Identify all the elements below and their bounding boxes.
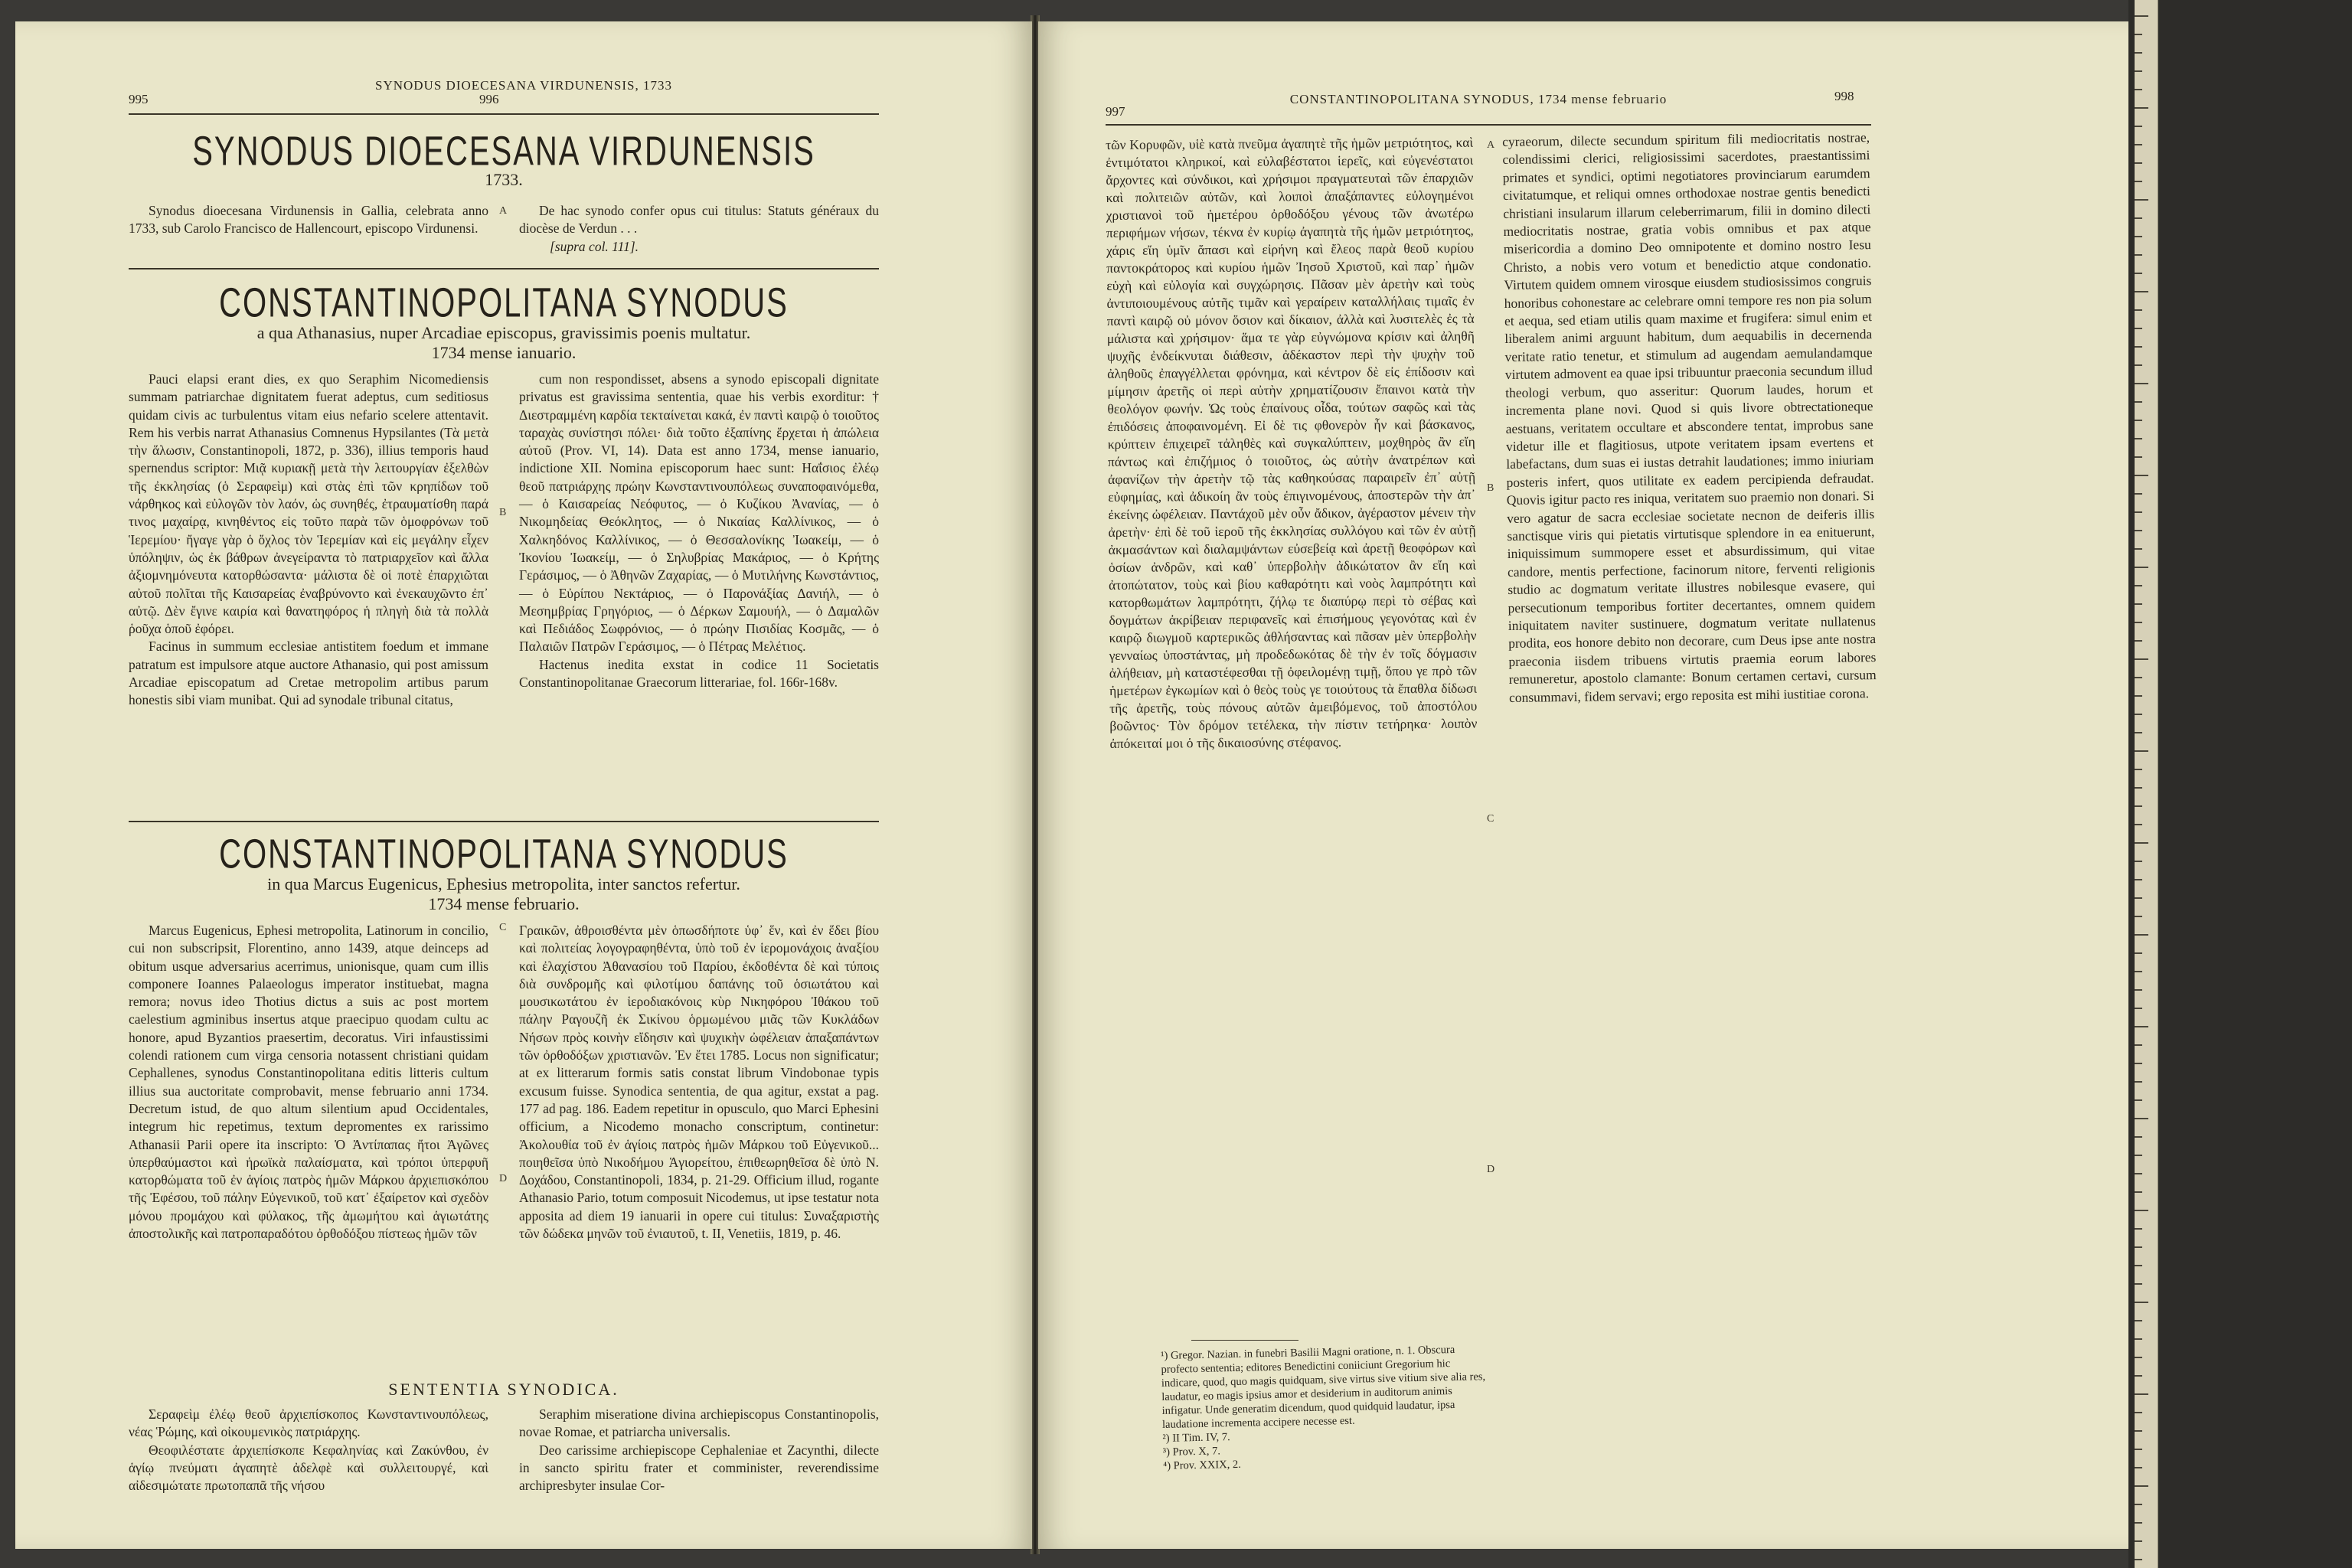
ruler-tick [2135, 162, 2142, 164]
ruler-tick [2135, 861, 2142, 862]
ruler-tick [2135, 897, 2142, 899]
ruler-tick [2135, 89, 2142, 90]
greek-column: Σεραφεὶμ ἐλέῳ θεοῦ ἀρχιεπίσκοπος Κωνσταντινουπόλεως, νέας Ῥώμης, καὶ οἰκουμενικὸς πατριάρχης. Θεοφιλέστατε ἀρχιεπίσκοπε Κεφαληνίας καὶ Ζακύνθου, ἐν ἁγίῳ πνεύματι ἀγαπητὲ ἀδελφὲ καὶ συλλειτουργέ, καὶ αἰδεσιμώτατε πρωτοπαπᾶ τῆς νήσου [129, 1406, 488, 1494]
ruler-tick [2135, 1485, 2148, 1487]
ruler-tick [2135, 273, 2142, 274]
ruler-tick [2135, 916, 2142, 917]
ruler-tick [2135, 383, 2148, 384]
ruler-tick [2135, 567, 2148, 568]
ruler-tick [2135, 548, 2142, 550]
ruler-tick [2135, 1559, 2142, 1560]
margin-letter: D [499, 1173, 508, 1184]
ruler-tick [2135, 217, 2142, 219]
section-date: 1734 mense ianuario. [431, 343, 577, 362]
ruler-tick [2135, 1265, 2142, 1266]
section-rule [129, 268, 879, 270]
ruler-tick [2135, 456, 2142, 458]
ruler-tick [2135, 291, 2148, 292]
sententia-title: SENTENTIA SYNODICA. [388, 1380, 619, 1399]
section-rule [129, 821, 879, 822]
ruler-tick [2135, 493, 2142, 495]
latin-column: cyraeorum, dilecte secundum spiritum fili mediocritatis nostrae, colendissimi clerici, religiosissimi sacerdotes, praestantissimi primates et syndici, optimi negotiatores provinciarum earumdem civitatumque, et reliqui omnes orthodoxae nostrae gentis benedicti christiani insularum illarum celeberrimarum, filii in domino dilecti mediocritatis nostrae, gratia vobis omnibus et pax atque misericordia a domino Deo omnipotente et domino nostro Iesu Christo, a nobis vero votum et benedictio atque condonatio. Virtutem quidem omnem virosque eiusdem studiosissimos congruis honoribus cohonestare ac celebrare omni tempore res non pia solum et aequa, sed etiam utilis quam maxime et frugifera: simul enim et liberalem animi arguunt habitum, dum aequabilis in decernenda veritate ratio tenetur, et stimulum ad augendam aemulandamque virtutem admovent ea quae ipsi tribuuntur praeconia secundum illud theologi verbum, quo asseritur: Quorum laudes, horum et incrementa plane novi. Quod si quis livore obtrectationeque aestuans, veritatem occultare et abscondere tentat, improbus sane videtur ille et flagitiosus, utpote veritatem ipsam evertens et labefactans, dum suas ei iustas detrahit laudationes; immo iniuriam posteris infert, quos utilitate ex eadem percipienda defraudat. Quovis igitur pacto res iniqua, veritatem suo praemio non donari. Si vero agatur de sacra ecclesiae societate necnon de deiferis illis sanctisque viris qui pietatis virtutisque splendore in ea enituerunt, iniquissimum summopere esset et absurdissimum, qui vitae candore, mentis perfectione, facinorum nitore, ferventi religionis studio ac dogmatum veritate illustres nobilesque evasere, qui persecutionum temporibus fortiter decertantes, omnem quidem iniquitatem naviter sustinuere, dogmatum veritate nullatenus prodita, eos honore debito non decorare, cum Deus ipse ante nostra praeconia iisdem tribuens virtutis praemia eorum labores remuneretur, apostolo clamante: Bonum certamen certavi, cursum consummavi, fidem servavi; ergo reposita est mihi iustitiae corona. [1502, 129, 1877, 705]
ruler-tick [2135, 475, 2148, 476]
ruler-tick [2135, 15, 2148, 17]
ruler-tick [2135, 34, 2142, 35]
section-date: 1734 mense februario. [428, 894, 580, 913]
ruler-tick [2135, 879, 2142, 880]
ruler-tick [2135, 530, 2142, 531]
ruler-tick [2135, 787, 2142, 789]
ruler-tick [2135, 1099, 2142, 1101]
ruler-tick [2135, 952, 2142, 954]
ruler-tick [2135, 1283, 2142, 1285]
ruler-tick [2135, 1118, 2148, 1119]
ruler-tick [2135, 824, 2142, 825]
scanner-edge [2128, 0, 2352, 1568]
ruler-tick [2135, 181, 2142, 182]
footnote: ¹) Gregor. Nazian. in funebri Basilii Magni oratione, n. 1. Obscura profecto sententia; editores Benedictini coniiciunt Gregorium hic indicare, quod, quo magis quidquam, sive virtus sive vitium sive alia res, laudatur, eo magis ipsius amor et desiderium in auditorum animis infigatur. Unde generatim dicendum, quod quidquid laudatur, ipsa laudatione incrementa accipere necesse est. [1161, 1343, 1486, 1431]
ruler-tick [2135, 805, 2142, 807]
ruler-tick [2135, 52, 2142, 54]
footnotes [1161, 1342, 1492, 1473]
margin-letter: B [1487, 482, 1494, 494]
ruler-tick [2135, 1504, 2142, 1505]
footnote-rule [1191, 1340, 1298, 1341]
ruler-tick [2135, 236, 2142, 237]
greek-column: τῶν Κορυφῶν, υἱὲ κατὰ πνεῦμα ἀγαπητὲ τῆς ἡμῶν μετριότητος, καὶ ἐντιμότατοι κληρικοί, καὶ εὐλαβέστατοι ἱερεῖς, καὶ εὐγενέστατοι ἄρχοντες καὶ σύνδικοι, καὶ χρήσιμοι πραγματευταὶ τῶν ἐπαρχιῶν καὶ πολιτειῶν αὐτῶν, καὶ λοιποὶ ἀπαξάπαντες εὐλογημένοι χριστιανοὶ τοῦ ἡμετέρου ὀρθοδόξου γένους τῶν ἀνωτέρω περιφήμων νήσων, τέκνα ἐν κυρίῳ ἀγαπητὰ τῆς ἡμῶν μετριότητος, χάρις εἴη ὑμῖν ἅπασι καὶ εἰρήνη καὶ ἔλεος παρὰ θεοῦ κυρίου παντοκράτορος καὶ κυρίου ἡμῶν Ἰησοῦ Χριστοῦ, καὶ παρ᾽ ἡμῶν εὐχὴ καὶ εὐλογία καὶ συγχώρησις. Πᾶσαν μὲν ἀρετὴν καὶ τοὺς ἀντιποιουμένους αὐτῆς τιμᾶν καὶ γεραίρειν καταλλήλαις τιμαῖς ἐν παντὶ καιρῷ οὐ μόνον ὅσιον καὶ δίκαιον, ἀλλὰ καὶ λυσιτελὲς ἐς τὰ μάλιστα καὶ χρήσιμον· ἅμα τε γὰρ εὐγνώμονα κρίσιν καὶ ἀληθῆ ψυχῆς ἐνδείκνυται διάθεσιν, ἀδέκαστον περὶ τὴν ψυχὴν τοῦ ἀληθοῦς ἐπαγγέλλεται φρόνημα, καὶ κέντρον δὲ εἰς ἐπίδοσιν καὶ μίμησιν ἀρετῆς οἱ περὶ αὐτὴν χρηματίζουσιν ἔπαινοι κατὰ τὴν θεολόγον φωνήν. Ὡς τοὺς ἐπαίνους οἶδα, τούτων σαφῶς καὶ τὰς ἐπιδόσεις ἀποφαινομένη. Εἰ δὲ τις φθονερὸν ἦν καὶ βάσκανος, κρύπτειν ἐπιχειρεῖ τἀληθὲς καὶ συγκαλύπτειν, μοχθηρὸς ἂν εἴη πάντως καὶ ἐπιζήμιος ὁ τοιοῦτος, ὡς αὐτὴν ἀνατρέπων καὶ ἀφανίζων τὴν ἀρετὴν τῷ τὰς καθηκούσας παραιρεῖν ἐπ᾽ αὐτῇ εὐφημίας, καὶ ἀδικοίη ἂν τοὺς ἐπιγινομένους, ἀποστερῶν τὴν ἀπ᾽ ἐκείνης ὠφέλειαν. Παντάχοῦ μὲν οὖν ἄδικον, ἀγέραστον μένειν τὴν ἀρετὴν· ἐπὶ δὲ τοῦ ἱεροῦ τῆς ἐκκλησίας συλλόγου καὶ τῶν ἐν αὐτῇ ἀκμασάντων καὶ διαλαμψάντων εὐσεβείᾳ καὶ ἀρετῇ θεοφόρων καὶ ὁσίων ἀνδρῶν, καὶ καθ᾽ ὑπερβολὴν ἀδικώτατον ἂν εἴη καὶ ἀτοπώτατον, τοὺς καὶ βίου καθαρότητι καὶ νοὸς λαμπρότητι καὶ κατορθωμάτων λαμπρότητι, ζήλῳ τε διαπύρῳ περὶ τὸ σέβας καὶ δογμάτων ἀκρίβειαν περιφανεῖς καὶ ἐπισήμους γεγονότας καὶ ἐν καιρῷ διωγμοῦ καρτερικῶς ἀθλήσαντας καὶ πᾶσαν μὲν ὑπερβολὴν γενναίως ὑποστάντας, μὴ προδεδωκότας δὲ τὴν ἐν τοῖς δόγμασιν ἀλήθειαν, μὴ καταστέφεσθαι τῇ ὀφειλομένῃ τιμῇ, ὅπου γε πρὸ τῶν ἡμετέρων ἐγκωμίων καὶ ὁ θεὸς τοὺς γε τοιούτους τὰ ἔπαθλα δίδωσι τῆς ἀρετῆς, τοὺς πόνους αὐτῶν ἀμειβόμενος, τοῦ ἀποστόλου βοῶντος· Τὸν δρόμον τετέλεκα, τὴν πίστιν τετήρηκα· λοιπὸν ἀπόκειταί μοι ὁ τῆς δικαιοσύνης στέφανος. [1106, 134, 1478, 751]
ruler-tick [2135, 1228, 2142, 1230]
section-title: CONSTANTINOPOLITANA SYNODUS [219, 280, 789, 326]
ruler-tick [2135, 364, 2142, 366]
section-subtitle: a qua Athanasius, nuper Arcadiae episcopus, gravissimis poenis multatur. [256, 323, 751, 342]
ruler-tick [2135, 1430, 2142, 1432]
ruler-tick [2135, 603, 2142, 605]
ruler-tick [2135, 309, 2142, 311]
ruler-tick [2135, 1540, 2142, 1542]
section-title: CONSTANTINOPOLITANA SYNODUS [219, 831, 789, 877]
section-title: SYNODUS DIOECESANA VIRDUNENSIS [192, 129, 815, 175]
ruler-tick [2135, 989, 2142, 991]
ruler-tick [2135, 1044, 2142, 1046]
margin-letter: C [499, 922, 507, 933]
page-number: 997 [1106, 104, 1125, 119]
footnote: ²) II Tim. IV, 7. [1162, 1431, 1230, 1445]
section-subtitle: in qua Marcus Eugenicus, Ephesius metropolita, inter sanctos refertur. [267, 874, 740, 893]
ruler-tick [2135, 971, 2142, 972]
ruler-tick [2135, 622, 2142, 623]
ruler-tick [2135, 1063, 2142, 1064]
ruler-tick [2135, 401, 2142, 403]
ruler-tick [2135, 714, 2142, 715]
ruler-tick [2135, 144, 2142, 145]
ruler-tick [2135, 842, 2148, 844]
ruler-tick [2135, 328, 2142, 329]
ruler-tick [2135, 1191, 2142, 1193]
page-number: 998 [1834, 89, 1854, 103]
ruler-tick [2135, 1338, 2142, 1340]
ruler-tick [2135, 934, 2148, 936]
ruler-tick [2135, 126, 2142, 127]
ruler-tick [2135, 1375, 2142, 1377]
column-text: Synodus dioecesana Virdunensis in Gallia, celebrata anno 1733, sub Carolo Francisco de Hallencourt, episcopo Virdunensi. [129, 203, 488, 237]
ruler-tick [2135, 1136, 2142, 1138]
ruler-tick [2135, 1081, 2142, 1083]
footnote: ³) Prov. X, 7. [1162, 1445, 1221, 1459]
ruler-tick [2135, 70, 2142, 72]
page-number: 996 [479, 92, 499, 106]
ruler-tick [2135, 658, 2148, 660]
running-head: SYNODUS DIOECESANA VIRDUNENSIS, 1733 [375, 78, 672, 93]
ruler-tick [2135, 420, 2142, 421]
measuring-strip [2135, 0, 2158, 1568]
ruler-tick [2135, 1026, 2148, 1027]
column-text: cum non respondisset, absens a synodo episcopali dignitate privatus est gravissima sententia, quae his verbis exorditur: † Διεστραμμένη καρδία τεκταίνεται κακά, ἐν παντὶ καιρῷ ὁ τοιοῦτος ταραχὰς συνίστησι πόλει· διὰ τοῦτο ἐξαπίνης ἔρχεται ἡ ἀπώλεια αὐτοῦ (Prov. VI, 14). Data est anno 1734, mense ianuario, indictione XII. Nomina episcoporum haec sunt: Ηαΐσιος ἐλέῳ θεοῦ πατριάρχης πρώην Κωνσταντινουπόλεως συναποφαινόμεθα, — ὁ Καισαρείας Νεόφυτος, — ὁ Κυζίκου Ἀνανίας, — ὁ Νικομηδείας Θεόκλητος, — ὁ Νικαίας Καλλίνικος, — ὁ Χαλκηδόνος Καλλίνικος, — ὁ Θεσσαλονίκης Ἰωακείμ, — ὁ Ἰκονίου Ἰωακείμ, — ὁ Σηλυβρίας Μακάριος, — ὁ Κρήτης Γεράσιμος, — ὁ Ἀθηνῶν Ζαχαρίας, — ὁ Μυτιλήνης Κωνστάντιος, — ὁ Εὐρίπου Νεκτάριος, — ὁ Παρονάξίας Δανιήλ, — ὁ Μεσημβρίας Γρηγόριος, — ὁ Δέρκων Σαμουήλ, — ὁ Δαμαλῶν καὶ Πεδιάδος Σωφρόνιος, — ὁ πρώην Πισιδίας Κοσμᾶς, — ὁ Παλαιῶν Πατρῶν Γεράσιμος, — ὁ Πέτρας Μελέτιος. Hactenus inedita exstat in codice 11 Societatis Constantinopolitanae Graecorum litterariae, fol. 166r-168v. [519, 371, 879, 691]
ruler-tick [2135, 1246, 2142, 1248]
ruler-tick [2135, 750, 2148, 752]
ruler-tick [2135, 1522, 2142, 1524]
header-rule [129, 113, 879, 115]
margin-letter: D [1487, 1164, 1495, 1175]
latin-column: Seraphim miseratione divina archiepiscopus Constantinopolis, novae Romae, et patriarcha universalis. Deo carissime archiepiscope Cephaleniae et Zacynthi, dilecte in sancto spiritu frater et comminister, reverendissime archipresbyter insulae Cor- [519, 1406, 879, 1494]
column-text: Pauci elapsi erant dies, ex quo Seraphim Nicomediensis summam patriarchae dignitatem fuerat adeptus, cum seditiosus quidam civis ac turbulentus vitam eius nefario scelere attentavit. Rem his verbis narrat Athanasius Comnenus Hypsilantes (Τὰ μετὰ τὴν ἅλωσιν, Constantinopoli, 1872, p. 336), illius temporis haud spernendus scriptor: Μιᾷ κυριακῇ μετὰ τὴν λειτουργίαν ἐξελθὼν τῆς ἐκκλησίας (ὁ Σεραφεὶμ) καὶ στὰς ἐπὶ τῶν κρηπίδων τοῦ νάρθηκος καὶ εὐλογῶν τὸν λαόν, ὡς συνηθές, ἐτραυματίσθη παρά τινος μαχαίρᾳ, κινηθέντος εἰς τοῦτο παρὰ τῶν ὁμοφρόνων τοῦ Ἱερεμίου· ἤγαγε γὰρ ὁ ὄχλος τὸν Ἱερεμίαν καὶ εἰς μεγάλην εἶχεν ὑπόληψιν, ὡς ἐκ βάθρων ἀνεγείραντα τὸ πατριαρχεῖον καὶ ἄλλα ἀξιομνημόνευτα κατορθώσαντα· μάλιστα δὲ οἱ ποτὲ ἐπαρχιῶται αὐτοῦ πολῖται τῆς Καισαρείας ἐναβρύνοντο καὶ ἐνεκαυχῶντο ἐπ᾽ αὐτῷ. Δὲν ἔγινε καιρία καὶ θανατηφόρος ἡ πληγὴ διὰ τὰ πολλὰ ῥοῦχα ὁποῦ ἐφόρει. Facinus in summum ecclesiae antistitem foedum et immane patratum est impulsore atque auctore Athanasio, qui post amissum Arcadiae episcopatum ad Cretae metropolim artibus parum honestis sibi viam munibat. Qui ad synodale tribunal citatus, [129, 371, 488, 708]
ruler-tick [2135, 1008, 2142, 1009]
ruler-tick [2135, 346, 2142, 348]
ruler-tick [2135, 1155, 2142, 1156]
ruler-tick [2135, 438, 2142, 439]
margin-letter: B [499, 507, 507, 518]
ruler-tick [2135, 732, 2142, 733]
ruler-tick [2135, 1412, 2142, 1413]
ruler-tick [2135, 1393, 2148, 1395]
ruler-tick [2135, 677, 2142, 678]
column-text: De hac synodo confer opus cui titulus: Statuts généraux du diocèse de Verdun . . . [supra col. 111]. [519, 203, 879, 254]
ruler-tick [2135, 769, 2142, 770]
ruler-tick [2135, 1173, 2142, 1174]
page-number: 995 [129, 92, 149, 106]
ruler-tick [2135, 254, 2142, 256]
ruler-tick [2135, 1210, 2148, 1211]
header-rule [1106, 124, 1871, 126]
ruler-tick [2135, 1320, 2142, 1321]
section-year: 1733. [485, 170, 523, 189]
ruler-tick [2135, 640, 2142, 642]
ruler-tick [2135, 1449, 2142, 1450]
ruler-tick [2135, 511, 2142, 513]
ruler-tick [2135, 1302, 2148, 1303]
ruler-tick [2135, 199, 2148, 201]
ruler-tick [2135, 1467, 2142, 1468]
right-page [1038, 21, 2128, 1549]
ruler-tick [2135, 695, 2142, 697]
column-text: Marcus Eugenicus, Ephesi metropolita, Latinorum in concilio, cui non subscripsit, Florentino, anno 1439, atque deinceps ad obitum usque adversarius acerrimus, unionisque, quam cum illis componere Ioannes Palaeologus imperator instituebat, magna remora; novus ideo Thotius dictus a suis ac post mortem caelestium agminibus insertus atque praecipuo quodam cultu ac honore, apud Byzantios praesertim, decoratus. Viri infaustissimi colendi rationem cum virga censoria notassent christiani quidam Cephallenes, synodus Constantinopolitana editis litteris cultum illius sua auctoritate comprobavit, mense februario anni 1734. Decretum istud, de quo altum silentium apud Occidentales, integrum hic repetimus, textum depromentes ex rarissimo Athanasii Parii opere ita inscripto: Ὁ Ἀντίπαπας ἤτοι Ἀγῶνες ὑπερθαύμαστοι καὶ ἡρωϊκὰ παλαίσματα, καὶ τρόποι ὑπερφυῆ κατορθώματα τοῦ ἐν ἁγίοις πατρὸς ἡμῶν Μάρκου ἀρχιεπισκόπου τῆς Ἐφέσου, τοῦ πάλην Εὐγενικοῦ, τοῦ κατ᾽ ἐξαίρετον καὶ σχεδὸν μόνου προμάχου καὶ φύλακος, τῆς ἀμωμήτου καὶ ἁγιωτάτης ἀποστολικῆς καὶ πατροπαραδότου ὀρθοδόξου πίστεως ἡμῶν τῶν [129, 923, 488, 1242]
ruler-tick [2135, 1357, 2142, 1358]
column-text: Γραικῶν, ἀθροισθέντα μὲν ὁπωσδήποτε ὑφ᾽ ἕν, καὶ ἐν ἕδει βίου καὶ πολιτείας λογογραφηθέντα, ὑπὸ τοῦ ἐν ἱερομονάχοις ἀναξίου καὶ ἐλαχίστου Ἀθανασίου τοῦ Παρίου, ἐκδοθέντα δὲ καὶ τύποις διὰ συνδρομῆς καὶ φιλοτίμου δαπάνης τοῦ ὁσιωτάτου καὶ μουσικωτάτου ἐν ἱεροδιακόνοις κὺρ Νικηφόρου Ἰθάκου τοῦ πάλην Ραγουζῆ ἐκ Σικίνου ὁρμωμένου μιᾶς τῶν Κυκλάδων Νήσων πρὸς κοινὴν εἴδησιν καὶ ψυχικὴν ὠφέλειαν ἁπαξαπάντων τῶν ὀρθοδόξων χριστιανῶν. Ἐν ἔτει 1785. Locus non significatur; at ex litterarum formis satis constat librum Vindobonae typis excusum fuisse. Synodica sententia, de qua agitur, exstat a pag. 177 ad pag. 186. Eadem repetitur in opusculo, quo Marci Ephesini officium, a Nicodemo monacho conscriptum, continetur: Ἀκολουθία τοῦ ἐν ἁγίοις πατρὸς ἡμῶν Μάρκου τοῦ Εὐγενικοῦ... ποιηθεῖσα ὑπὸ Νικοδήμου Ἁγιορείτου, ἐπιθεωρηθεῖσα δὲ ὑπὸ Ν. Δοχάδου, Constantinopoli, 1834, p. 21-29. Officium illud, rogante Athanasio Pario, totum composuit Nicodemus, ut ipse testatur nota apposita ad diem 19 ianuarii in opere cui titulus: Συναξαριστὴς τῶν δώδεκα μηνῶν τοῦ ἐνιαυτοῦ, t. II, Venetiis, 1819, p. 46. [519, 923, 879, 1242]
margin-letter: A [1487, 139, 1495, 151]
left-page [15, 21, 1032, 1549]
ruler-tick [2135, 107, 2148, 109]
margin-letter: C [1487, 813, 1494, 825]
running-head: CONSTANTINOPOLITANA SYNODUS, 1734 mense februario [1289, 92, 1668, 106]
ruler-tick [2135, 585, 2142, 586]
footnote: ⁴) Prov. XXIX, 2. [1163, 1458, 1241, 1472]
margin-letter: A [499, 205, 508, 217]
